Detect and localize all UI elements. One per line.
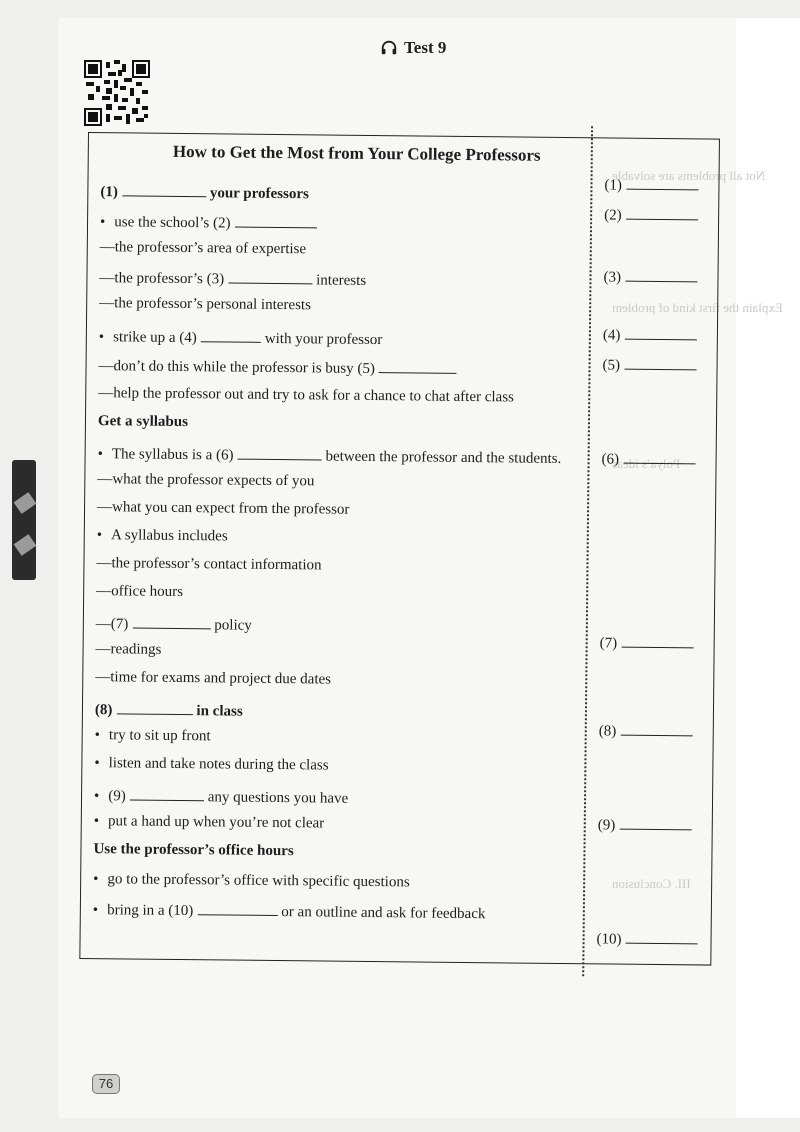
line-text: your professors	[209, 185, 309, 203]
line-text: Get a syllabus	[97, 413, 189, 431]
line-text: —(7)	[95, 616, 129, 633]
answer-number: (8)	[598, 723, 617, 740]
line-text: —help the professor out and try to ask for a chance to chat after class	[98, 385, 515, 406]
line-text: go to the professor’s office with specific questions	[107, 871, 410, 891]
line-text: —what you can expect from the professor	[96, 499, 350, 518]
list-item	[96, 555, 321, 574]
fill-in-blank[interactable]	[132, 613, 210, 629]
list-item	[98, 385, 514, 406]
line-text: between the professor and the students.	[325, 448, 562, 467]
line-text: —office hours	[96, 583, 184, 601]
section-heading	[100, 181, 309, 203]
list-item	[96, 583, 183, 601]
list-item	[99, 326, 383, 349]
fill-in-blank[interactable]	[122, 181, 206, 197]
answer-number: (1)	[604, 177, 623, 194]
fill-in-blank[interactable]	[235, 213, 317, 229]
line-text: A syllabus includes	[110, 527, 228, 545]
answer-blank[interactable]	[619, 815, 691, 831]
answer-slot	[602, 354, 696, 375]
answer-slot	[603, 266, 697, 287]
line-text: or an outline and ask for feedback	[281, 904, 486, 923]
list-item	[100, 239, 306, 258]
list-item	[95, 727, 211, 745]
answer-slot	[596, 928, 697, 949]
line-text: use the school’s (2)	[114, 214, 231, 232]
list-item	[97, 527, 228, 545]
line-text: in class	[196, 703, 243, 720]
fill-in-blank[interactable]	[379, 358, 457, 374]
test-title: Test 9	[404, 38, 447, 57]
list-item	[93, 871, 410, 891]
list-item	[99, 295, 311, 314]
line-text: —the professor’s contact information	[96, 555, 322, 574]
list-item	[99, 267, 366, 290]
answer-slot	[599, 720, 693, 741]
answer-number: (10)	[596, 931, 622, 948]
answer-number: (6)	[601, 451, 620, 468]
answer-blank[interactable]	[621, 633, 693, 649]
line-text: bring in a (10)	[107, 902, 194, 920]
answer-number: (5)	[602, 357, 621, 374]
bleed-text: Not all problems are solvable	[612, 168, 766, 183]
list-item	[98, 443, 562, 468]
fill-in-blank[interactable]	[130, 785, 204, 801]
answer-number: (7)	[599, 635, 618, 652]
test-header	[380, 38, 446, 58]
line-text: interests	[316, 272, 367, 289]
book-side-tab	[12, 460, 36, 580]
answer-blank[interactable]	[626, 929, 698, 945]
answer-slot	[604, 174, 698, 195]
line-text: with your professor	[264, 330, 383, 349]
line-text: (8)	[94, 702, 113, 719]
line-text: put a hand up when you’re not clear	[107, 813, 325, 832]
list-item	[94, 813, 325, 832]
fill-in-blank[interactable]	[237, 445, 321, 461]
answer-blank[interactable]	[620, 721, 692, 737]
line-text: —the professor’s area of expertise	[99, 239, 307, 258]
section-heading	[93, 841, 293, 860]
answer-blank[interactable]	[625, 267, 697, 283]
line-text: (9)	[108, 788, 126, 805]
answer-blank[interactable]	[624, 325, 696, 341]
line-text: any questions you have	[207, 789, 349, 807]
line-text: —the professor’s (3)	[99, 270, 225, 288]
answer-blank[interactable]	[626, 175, 698, 191]
list-item	[97, 499, 350, 519]
headphones-icon	[380, 39, 398, 57]
answer-blank[interactable]	[623, 449, 695, 465]
qr-code[interactable]	[84, 58, 150, 128]
line-text: (1)	[100, 184, 118, 201]
answer-slot	[598, 814, 692, 835]
list-item	[93, 899, 486, 923]
answer-number: (2)	[604, 207, 622, 224]
answer-number: (9)	[597, 817, 616, 834]
line-text: —what the professor expects of you	[97, 471, 315, 490]
fill-in-blank[interactable]	[228, 268, 312, 284]
line-text: —don’t do this while the professor is busy (5)	[98, 358, 375, 378]
bleed-text: Explain the first kind of problem	[612, 300, 783, 315]
answer-blank[interactable]	[624, 355, 696, 371]
bleed-text: Polya’s ideas	[612, 456, 681, 471]
line-text: The syllabus is a (6)	[111, 446, 234, 464]
line-text: listen and take notes during the class	[108, 755, 329, 774]
answer-blank[interactable]	[626, 205, 698, 221]
line-text: strike up a (4)	[113, 329, 197, 347]
list-item	[96, 613, 252, 635]
list-item	[95, 641, 161, 659]
list-item	[97, 471, 314, 490]
note-form	[79, 132, 720, 966]
line-text: —readings	[95, 641, 162, 658]
answer-slot	[600, 632, 694, 653]
fill-in-blank[interactable]	[197, 900, 277, 916]
list-item	[95, 669, 331, 688]
line-text: —time for exams and project due dates	[95, 669, 332, 688]
list-item	[94, 785, 348, 808]
line-text: policy	[214, 617, 252, 634]
line-text: try to sit up front	[108, 727, 211, 745]
line-text: —the professor’s personal interests	[99, 295, 312, 314]
section-heading	[95, 699, 243, 721]
page-number: 76	[92, 1074, 120, 1094]
fill-in-blank[interactable]	[201, 327, 261, 343]
section-heading	[98, 413, 188, 431]
fill-in-blank[interactable]	[116, 699, 192, 715]
form-title: How to Get the Most from Your College Professors	[172, 141, 541, 165]
line-text: Use the professor’s office hours	[93, 841, 294, 860]
answer-number: (4)	[602, 327, 621, 344]
bleed-text: III. Conclusion	[612, 876, 691, 891]
dotted-divider	[582, 126, 593, 976]
answer-number: (3)	[603, 269, 622, 286]
list-item	[94, 755, 328, 774]
list-item	[100, 211, 321, 233]
list-item	[98, 355, 461, 379]
answer-slot	[604, 204, 698, 225]
answer-slot	[602, 448, 696, 469]
answer-slot	[603, 324, 697, 345]
